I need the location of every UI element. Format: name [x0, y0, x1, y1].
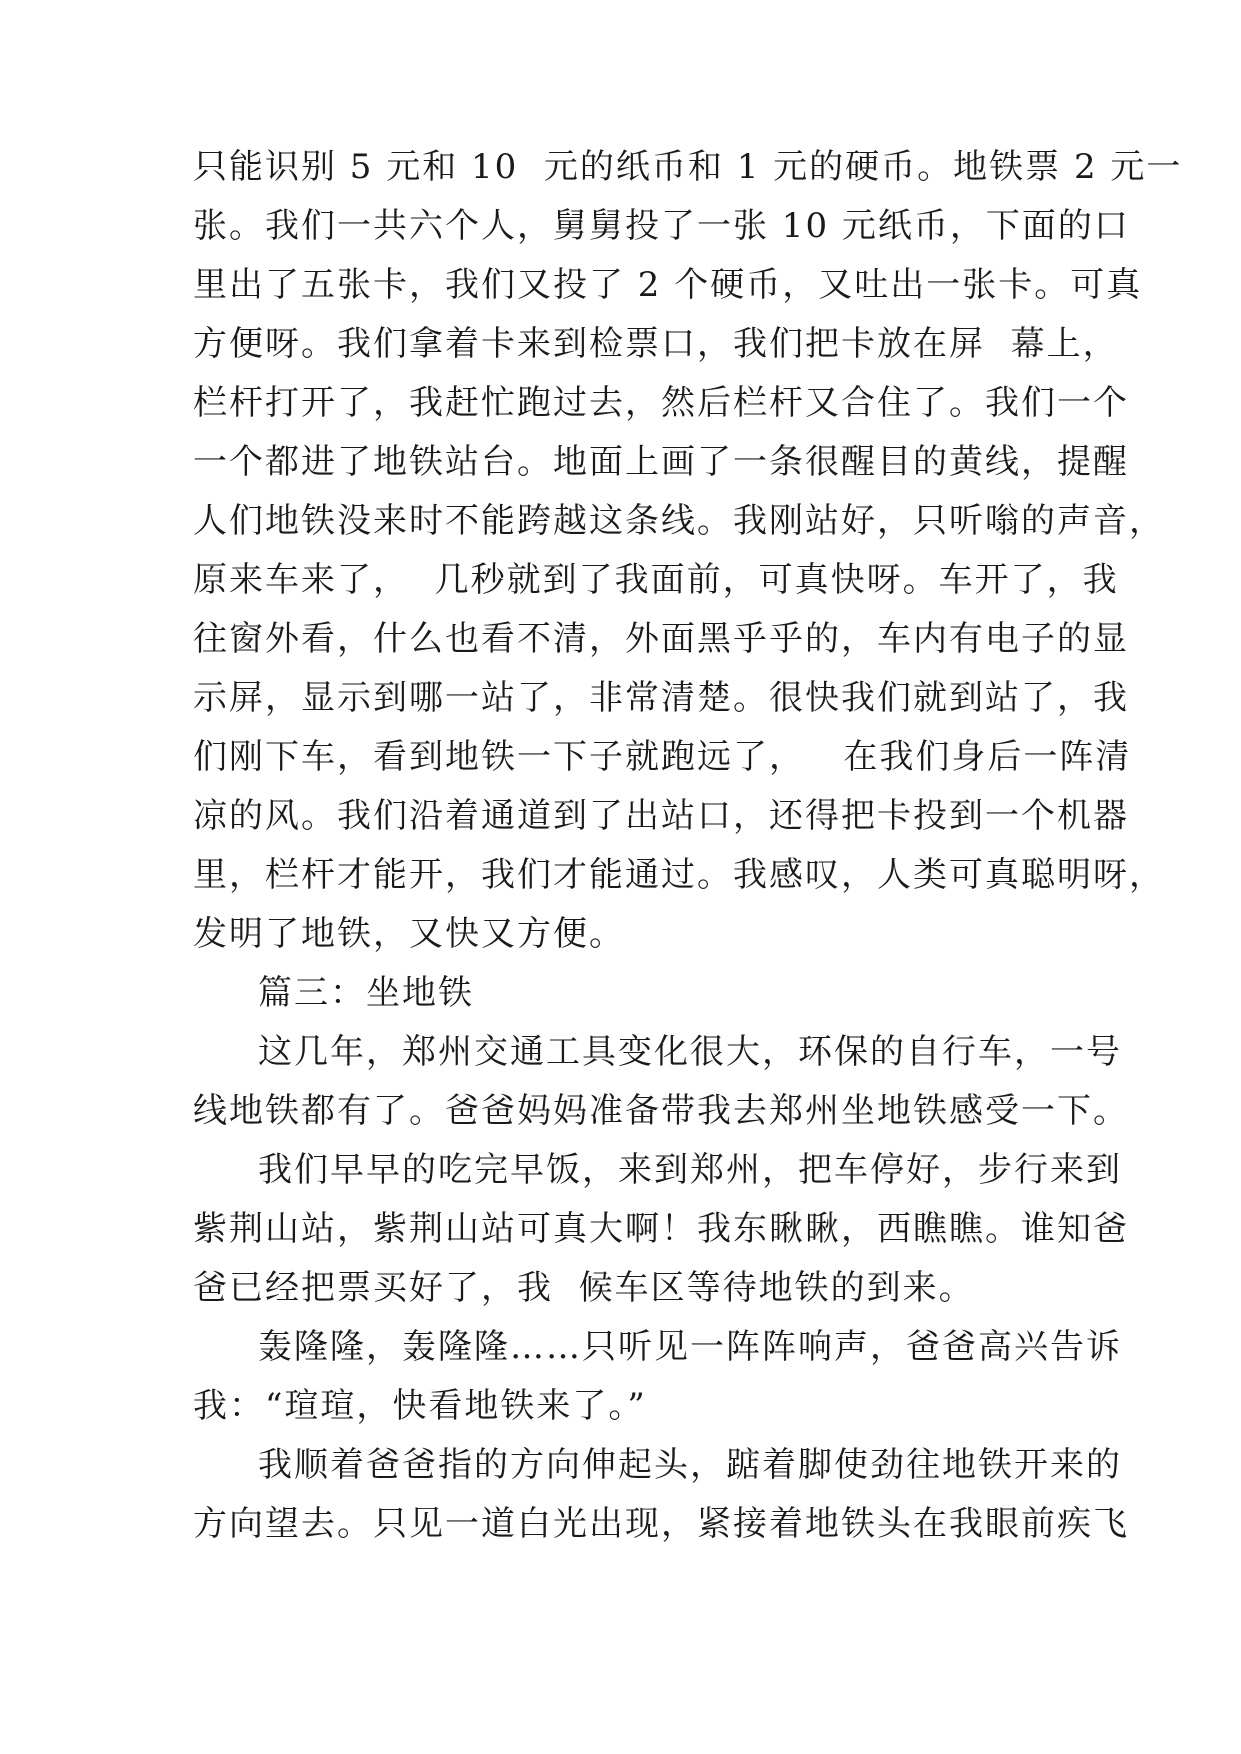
text-line: 原来车来了， 几秒就到了我面前，可真快呀。车开了，我 [193, 560, 1119, 600]
text-line: 爸已经把票买好了，我 候车区等待地铁的到来。 [193, 1268, 975, 1308]
text-line: 只能识别 5 元和 10 元的纸币和 1 元的硬币。地铁票 2 元一 [193, 147, 1183, 187]
text-line: 发明了地铁，又快又方便。 [193, 914, 625, 954]
text-line: 方便呀。我们拿着卡来到检票口，我们把卡放在屏 幕上， [193, 324, 1119, 364]
section-heading: 篇三：坐地铁 [258, 973, 474, 1013]
text-line: 张。我们一共六个人，舅舅投了一张 10 元纸币，下面的口 [193, 206, 1130, 246]
text-line: 一个都进了地铁站台。地面上画了一条很醒目的黄线，提醒 [193, 442, 1129, 482]
text-line: 示屏，显示到哪一站了，非常清楚。很快我们就到站了，我 [193, 678, 1129, 718]
text-line: 往窗外看，什么也看不清，外面黑乎乎的，车内有电子的显 [193, 619, 1129, 659]
text-line: 方向望去。只见一道白光出现，紧接着地铁头在我眼前疾飞 [193, 1504, 1129, 1544]
text-line: 里出了五张卡，我们又投了 2 个硬币，又吐出一张卡。可真 [193, 265, 1143, 305]
text-line: 线地铁都有了。爸爸妈妈准备带我去郑州坐地铁感受一下。 [193, 1091, 1129, 1131]
text-line: 栏杆打开了，我赶忙跑过去，然后栏杆又合住了。我们一个 [193, 383, 1129, 423]
text-line: 紫荆山站，紫荆山站可真大啊！我东瞅瞅，西瞧瞧。谁知爸 [193, 1209, 1129, 1249]
text-line: 们刚下车，看到地铁一下子就跑远了， 在我们身后一阵清 [193, 737, 1132, 777]
text-line: 这几年，郑州交通工具变化很大，环保的自行车，一号 [258, 1032, 1122, 1072]
text-line: 里，栏杆才能开，我们才能通过。我感叹，人类可真聪明呀， [193, 855, 1165, 895]
text-line: 轰隆隆，轰隆隆……只听见一阵阵响声，爸爸高兴告诉 [258, 1327, 1122, 1367]
text-line: 我们早早的吃完早饭，来到郑州，把车停好，步行来到 [258, 1150, 1122, 1190]
text-line: 我：“瑄瑄，快看地铁来了。” [193, 1386, 647, 1426]
text-line: 我顺着爸爸指的方向伸起头，踮着脚使劲往地铁开来的 [258, 1445, 1122, 1485]
text-line: 人们地铁没来时不能跨越这条线。我刚站好，只听嗡的声音， [193, 501, 1165, 541]
text-line: 凉的风。我们沿着通道到了出站口，还得把卡投到一个机器 [193, 796, 1129, 836]
